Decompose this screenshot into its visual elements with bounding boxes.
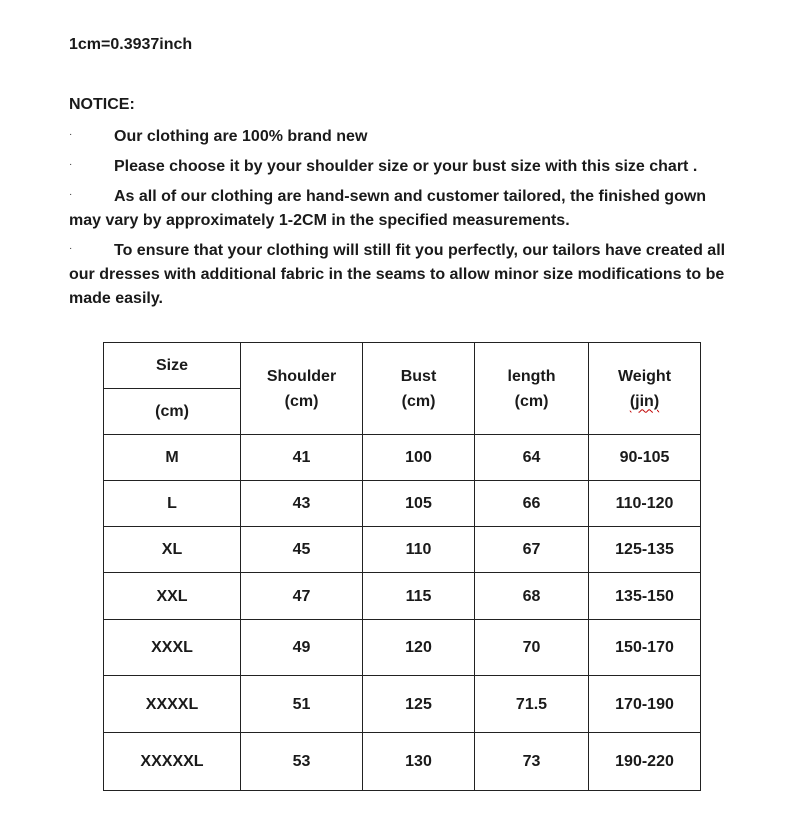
cell-length: 64 (475, 435, 589, 481)
cell-bust: 100 (363, 435, 475, 481)
cell-size: XXXXXL (104, 733, 241, 791)
cell-shoulder: 49 (241, 620, 363, 676)
header-weight (589, 343, 701, 435)
notice-item (69, 125, 733, 149)
cell-weight: 170-190 (589, 676, 701, 733)
cell-length: 66 (475, 481, 589, 527)
bullet-icon: · (69, 189, 73, 200)
notice-title: NOTICE: (69, 96, 135, 113)
table-row (104, 435, 701, 481)
notice-text: Our clothing are 100% brand new (114, 128, 368, 145)
cell-bust: 110 (363, 527, 475, 573)
cell-size: M (104, 435, 241, 481)
table-row (104, 620, 701, 676)
cell-shoulder: 45 (241, 527, 363, 573)
header-length (475, 343, 589, 435)
cell-length: 67 (475, 527, 589, 573)
cell-length: 70 (475, 620, 589, 676)
header-size-unit: (cm) (104, 389, 241, 435)
bullet-icon: · (69, 159, 73, 170)
cell-size: XXL (104, 573, 241, 620)
size-chart-table (103, 342, 701, 791)
notice-text: Please choose it by your shoulder size or your bust size with this size chart . (114, 158, 698, 175)
cell-length: 73 (475, 733, 589, 791)
notice-item (69, 155, 733, 179)
table-row (104, 733, 701, 791)
cell-weight: 190-220 (589, 733, 701, 791)
cell-bust: 105 (363, 481, 475, 527)
notice-item (69, 185, 733, 233)
cell-weight: 135-150 (589, 573, 701, 620)
table-row (104, 527, 701, 573)
cell-size: XXXL (104, 620, 241, 676)
header-size: Size (104, 343, 241, 389)
cell-weight: 125-135 (589, 527, 701, 573)
unit-conversion-note: 1cm=0.3937inch (69, 36, 193, 53)
notice-text: To ensure that your clothing will still fit you perfectly, our tailors have created all our dresses with additional fabric in the seams to allow minor size modifications to be made easily. (69, 242, 726, 307)
cell-size: XL (104, 527, 241, 573)
bullet-icon: · (69, 243, 73, 254)
header-unit: (cm) (401, 392, 436, 410)
header-unit: (cm) (284, 392, 319, 410)
cell-bust: 125 (363, 676, 475, 733)
header-bust (363, 343, 475, 435)
cell-shoulder: 53 (241, 733, 363, 791)
cell-weight: 150-170 (589, 620, 701, 676)
bullet-icon: · (69, 129, 73, 140)
cell-bust: 120 (363, 620, 475, 676)
cell-bust: 130 (363, 733, 475, 791)
table-row (104, 676, 701, 733)
notice-text: As all of our clothing are hand-sewn and customer tailored, the finished gown may vary by approximately 1-2CM in the specified measurements. (69, 188, 707, 229)
cell-length: 71.5 (475, 676, 589, 733)
table-row (104, 481, 701, 527)
header-label: Weight (617, 367, 672, 385)
cell-weight: 90-105 (589, 435, 701, 481)
cell-shoulder: 43 (241, 481, 363, 527)
table-row (104, 573, 701, 620)
cell-weight: 110-120 (589, 481, 701, 527)
cell-length: 68 (475, 573, 589, 620)
header-unit: (jin) (629, 392, 660, 410)
header-shoulder (241, 343, 363, 435)
header-label: Bust (400, 367, 437, 385)
notice-list (69, 125, 733, 317)
header-label: length (507, 367, 556, 385)
cell-shoulder: 47 (241, 573, 363, 620)
cell-shoulder: 51 (241, 676, 363, 733)
cell-size: L (104, 481, 241, 527)
size-chart-body (104, 343, 701, 791)
cell-size: XXXXL (104, 676, 241, 733)
header-label: Shoulder (266, 367, 337, 385)
cell-shoulder: 41 (241, 435, 363, 481)
cell-bust: 115 (363, 573, 475, 620)
header-unit: (cm) (514, 392, 549, 410)
table-header-row (104, 343, 701, 389)
notice-item (69, 239, 733, 311)
